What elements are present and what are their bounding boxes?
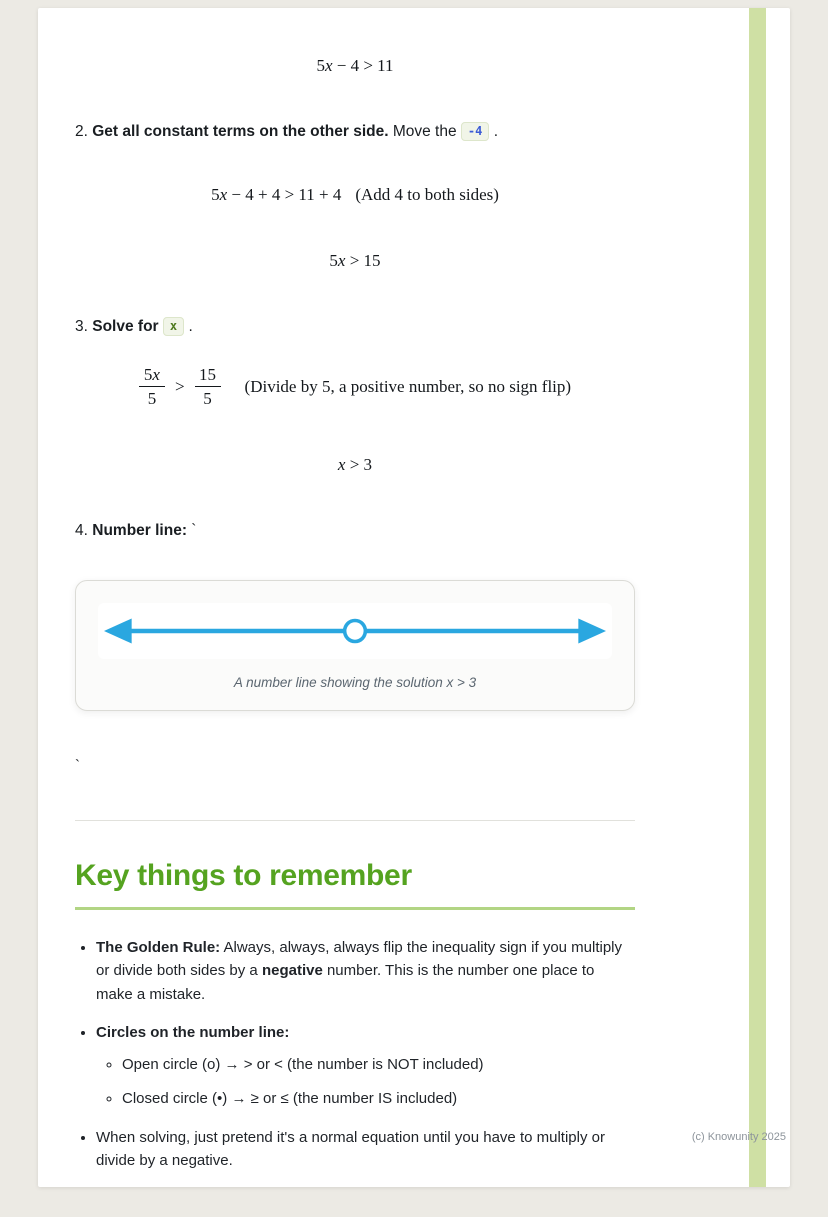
key-points-list: [75, 936, 635, 1172]
list-item-circles: [96, 1021, 635, 1111]
list-item-pretend-normal: • When solving, just pretend it's a normal equation until you have to multiply or divide by a negative.: [96, 1126, 635, 1173]
sub-item-closed-circle: ◦ Closed circle (•) → ≥ or ≤ (the number IS included): [122, 1087, 635, 1110]
step-2-number: 2.: [75, 123, 88, 140]
step-3-number: 3.: [75, 318, 88, 336]
equation-add-four: [75, 185, 635, 205]
sub-item-open-circle: ◦ Open circle (o) → > or < (the number is NOT included): [122, 1053, 635, 1076]
fraction-right: [195, 365, 221, 409]
math-coef: 5: [329, 251, 338, 271]
equation-simplified: [75, 251, 635, 271]
open-circle-marker: [345, 621, 366, 642]
math-variable: x: [219, 185, 228, 205]
math-variable: x: [337, 251, 346, 271]
golden-rule-text-2: number. This is the number one place to make a mistake.: [96, 962, 595, 1003]
math-coef: 5: [316, 56, 325, 75]
math-variable: x: [324, 56, 333, 75]
step-3-period: .: [188, 318, 193, 336]
circles-bold: Circles on the number line:: [96, 1023, 290, 1041]
golden-rule-negative-bold: negative: [261, 962, 323, 980]
fraction-left-numerator: 5x: [143, 364, 160, 384]
inline-code-x: x: [163, 317, 184, 336]
equation-note: (Divide by 5, a positive number, so no sign flip): [244, 376, 572, 396]
equation-note: (Add 4 to both sides): [355, 185, 499, 205]
fraction-right-numerator: 15: [199, 364, 217, 384]
section-title-underline: [75, 907, 635, 910]
footer-copyright: (c) Knowunity 2025: [691, 1131, 786, 1144]
step-4-bold-text: Number line:: [92, 521, 187, 539]
equation-initial: [75, 56, 635, 76]
equation-divide: [75, 365, 635, 409]
list-item-golden-rule: [96, 936, 635, 1006]
step-2-text: Move the: [392, 123, 457, 140]
fraction-right-denominator: 5: [203, 389, 212, 409]
step-2-bold-text: Get all constant terms on the other side.: [92, 123, 389, 140]
number-line-svg: [102, 613, 608, 649]
golden-rule-bold: The Golden Rule:: [96, 939, 221, 957]
stray-backtick: `: [75, 757, 80, 775]
math-rest: > 15: [345, 251, 381, 271]
document-page: [38, 8, 790, 1187]
step-3-bold-text: Solve for: [92, 318, 159, 336]
circles-sublist: [96, 1053, 635, 1111]
step-2: [75, 120, 635, 143]
step-3: [75, 315, 635, 338]
math-variable: x: [337, 454, 346, 474]
green-stripe: [749, 8, 766, 1187]
step-2-period: .: [493, 123, 498, 140]
fraction-left-denominator: 5: [147, 389, 157, 409]
golden-rule-text-1: Always, always, always flip the inequality sign if you multiply or divide both sides by a: [96, 939, 623, 980]
math-rest: > 3: [345, 454, 373, 474]
number-line-card: [75, 580, 635, 711]
number-line-graphic: [98, 603, 612, 659]
fraction-bar: [195, 386, 221, 387]
document-content: [75, 8, 635, 1172]
section-divider: [75, 820, 635, 821]
right-arrow-icon: [578, 619, 606, 644]
math-coef: 5: [211, 185, 220, 205]
inline-code-minus4: -4: [461, 122, 489, 141]
equation-solution: [75, 455, 635, 475]
section-title: Key things to remember: [75, 859, 412, 893]
step-4-backtick: `: [191, 521, 197, 539]
left-arrow-icon: [104, 619, 132, 644]
step-4-number: 4.: [75, 521, 88, 539]
inequality-sign: >: [174, 376, 185, 396]
fraction-left: [139, 365, 165, 409]
fraction-bar: [139, 386, 165, 387]
number-line-caption: A number line showing the solution x > 3: [233, 675, 477, 691]
math-rest: − 4 + 4 > 11 + 4: [227, 185, 342, 205]
math-rest: − 4 > 11: [332, 56, 394, 75]
step-4: [75, 519, 635, 542]
